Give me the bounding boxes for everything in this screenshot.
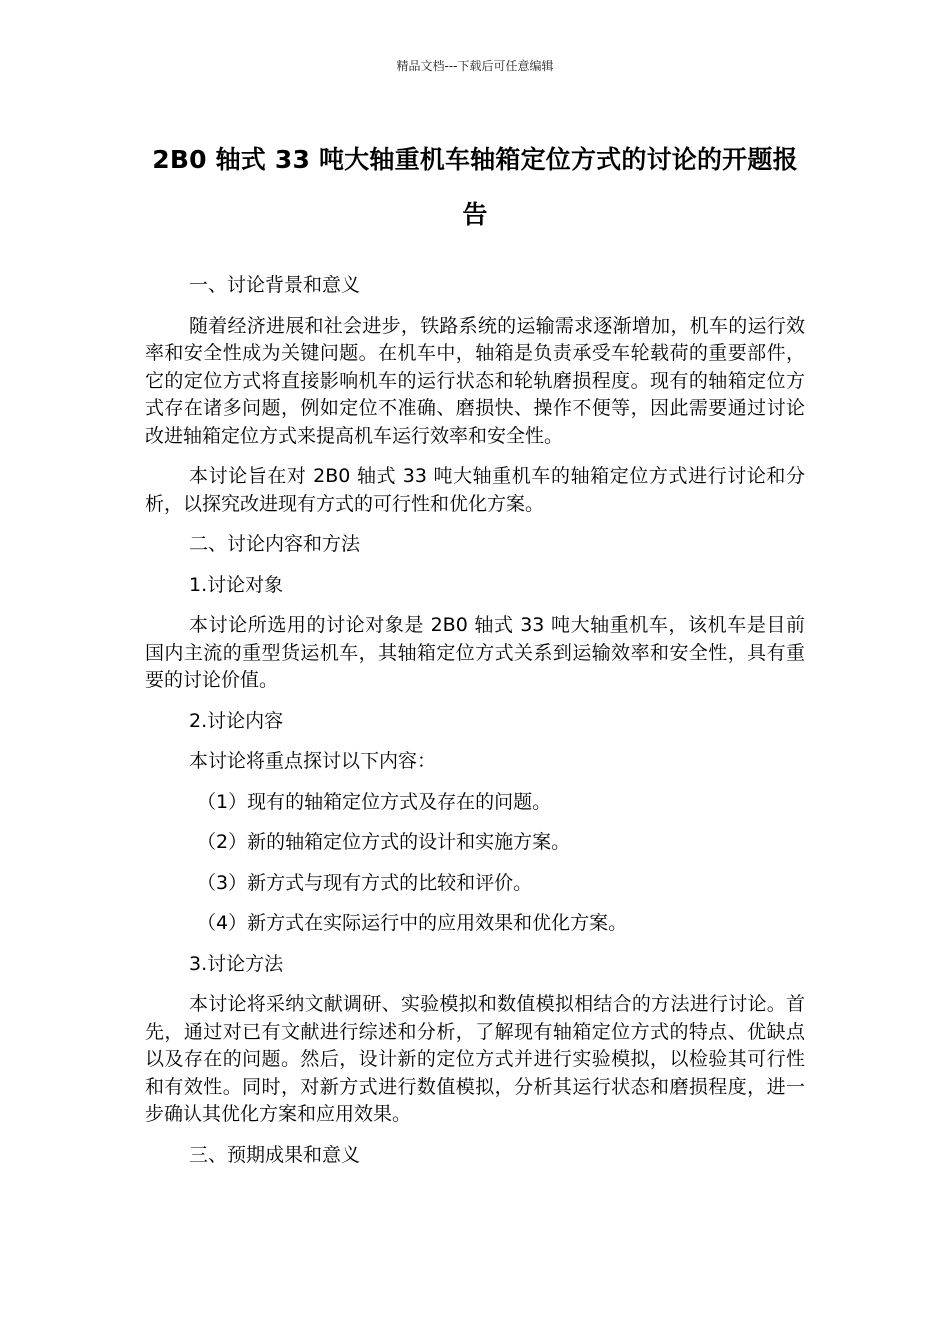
section-heading-background: 一、讨论背景和意义	[189, 274, 361, 296]
list-item: （1）现有的轴箱定位方式及存在的问题。	[197, 790, 552, 813]
subheading-object: 1.讨论对象	[189, 573, 284, 596]
section-heading-outcomes: 三、预期成果和意义	[189, 1143, 361, 1166]
list-item: （2）新的轴箱定位方式的设计和实施方案。	[197, 831, 571, 853]
paragraph-background: 随着经济进展和社会进步，铁路系统的运输需求逐渐增加，机车的运行效率和安全性成为关键问题。在机车中，轴箱是负责承受车轮载荷的重要部件，它的定位方式将直接影响机车的运行状态和轮轨磨损程度。现有的轴箱定位方式存在诸多问题，例如定位不准确、磨损快、操作不便等，因此需要通过讨论改进轴箱定位方式来提高机车运行效率和安全性。	[145, 314, 805, 447]
list-item: （3）新方式与现有方式的比较和评价。	[197, 871, 533, 894]
paragraph-content-intro: 本讨论将重点探讨以下内容：	[189, 750, 437, 772]
list-item: （4）新方式在实际运行中的应用效果和优化方案。	[197, 912, 628, 934]
document-body	[145, 272, 805, 1182]
subheading-content: 2.讨论内容	[189, 709, 284, 732]
document-title: 2B0 轴式 33 吨大轴重机车轴箱定位方式的讨论的开题报告	[152, 145, 798, 229]
paragraph-method: 本讨论将采纳文献调研、实验模拟和数值模拟相结合的方法进行讨论。首先，通过对已有文献进行综述和分析，了解现有轴箱定位方式的特点、优缺点以及存在的问题。然后，设计新的定位方式并进行实验模拟，以检验其可行性和有效性。同时，对新方式进行数值模拟，分析其运行状态和磨损程度，进一步确认其优化方案和应用效果。	[145, 993, 805, 1125]
paragraph-purpose: 本讨论旨在对 2B0 轴式 33 吨大轴重机车的轴箱定位方式进行讨论和分析，以探究改进现有方式的可行性和优化方案。	[145, 465, 805, 515]
header-watermark: 精品文档---下载后可任意编辑	[396, 59, 554, 73]
paragraph-object: 本讨论所选用的讨论对象是 2B0 轴式 33 吨大轴重机车，该机车是目前国内主流的重型货运机车，其轴箱定位方式关系到运输效率和安全性，具有重要的讨论价值。	[145, 614, 805, 691]
section-heading-content-method: 二、讨论内容和方法	[189, 533, 361, 555]
subheading-method: 3.讨论方法	[189, 952, 284, 975]
